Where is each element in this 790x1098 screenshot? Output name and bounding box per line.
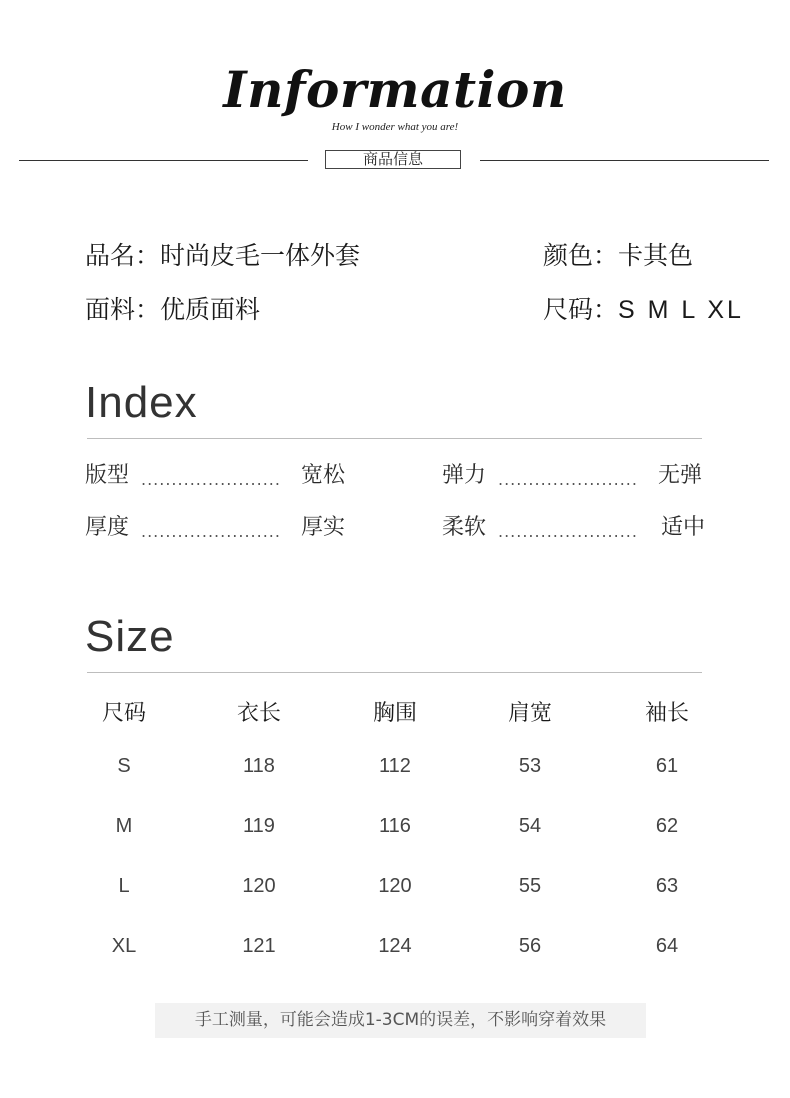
- product-color-value: 卡其色: [618, 241, 694, 270]
- table-cell: L: [118, 875, 130, 897]
- table-cell: 55: [518, 875, 542, 897]
- product-color-row: [543, 240, 693, 272]
- table-cell: 120: [242, 875, 276, 897]
- index-item-label: 版型: [85, 463, 130, 488]
- size-column-header: 胸围: [372, 701, 417, 726]
- product-fabric-row: [85, 294, 260, 326]
- product-fabric-value: 优质面料: [160, 295, 261, 324]
- size-column-header: 衣长: [236, 701, 281, 726]
- table-cell: 120: [378, 875, 412, 897]
- index-item-value: 适中: [661, 515, 706, 540]
- index-item-label: 厚度: [85, 515, 130, 540]
- size-column-header: 袖长: [644, 701, 689, 726]
- size-column-header: 肩宽: [507, 701, 552, 726]
- table-cell: 61: [655, 755, 679, 777]
- table-cell: 124: [378, 935, 412, 957]
- size-column-header: 尺码: [101, 701, 146, 726]
- table-cell: XL: [111, 935, 137, 957]
- page-subtitle: How I wonder what you are!: [331, 121, 459, 133]
- table-cell: M: [115, 815, 133, 837]
- index-heading: Index: [85, 378, 198, 427]
- index-divider: [87, 438, 702, 439]
- index-dots: .......................: [141, 522, 281, 541]
- measurement-note: 手工测量，可能会造成1-3CM的误差，不影响穿着效果: [155, 1003, 646, 1038]
- page-title: Information: [223, 60, 567, 119]
- table-cell: 121: [242, 935, 276, 957]
- product-fabric-label: 面料：: [85, 295, 161, 324]
- table-cell: 56: [518, 935, 542, 957]
- table-cell: 64: [655, 935, 679, 957]
- table-cell: 62: [655, 815, 679, 837]
- table-cell: 53: [518, 755, 542, 777]
- index-dots: .......................: [498, 522, 638, 541]
- table-cell: 116: [379, 815, 411, 837]
- table-cell: 63: [655, 875, 679, 897]
- section-label: 商品信息: [325, 150, 461, 169]
- header-rule-left: [19, 160, 308, 161]
- product-name-label: 品名：: [85, 241, 161, 270]
- table-cell: 112: [379, 755, 411, 777]
- header-rule-right: [480, 160, 769, 161]
- index-item-value: 宽松: [301, 463, 346, 488]
- index-item-value: 无弹: [658, 463, 703, 488]
- product-name-row: [85, 240, 360, 272]
- table-cell: 118: [243, 755, 275, 777]
- product-size-row: [543, 294, 744, 326]
- index-item-label: 弹力: [442, 463, 487, 488]
- product-size-label: 尺码：: [543, 295, 619, 324]
- product-name-value: 时尚皮毛一体外套: [160, 241, 361, 270]
- index-item-value: 厚实: [301, 515, 346, 540]
- table-cell: 119: [243, 815, 275, 837]
- size-heading: Size: [85, 612, 175, 661]
- size-divider: [87, 672, 702, 673]
- table-cell: S: [117, 755, 131, 777]
- index-dots: .......................: [141, 470, 281, 489]
- index-dots: .......................: [498, 470, 638, 489]
- index-item-label: 柔软: [442, 515, 487, 540]
- product-size-value: S M L XL: [618, 296, 744, 324]
- product-color-label: 颜色：: [543, 241, 619, 270]
- table-cell: 54: [518, 815, 542, 837]
